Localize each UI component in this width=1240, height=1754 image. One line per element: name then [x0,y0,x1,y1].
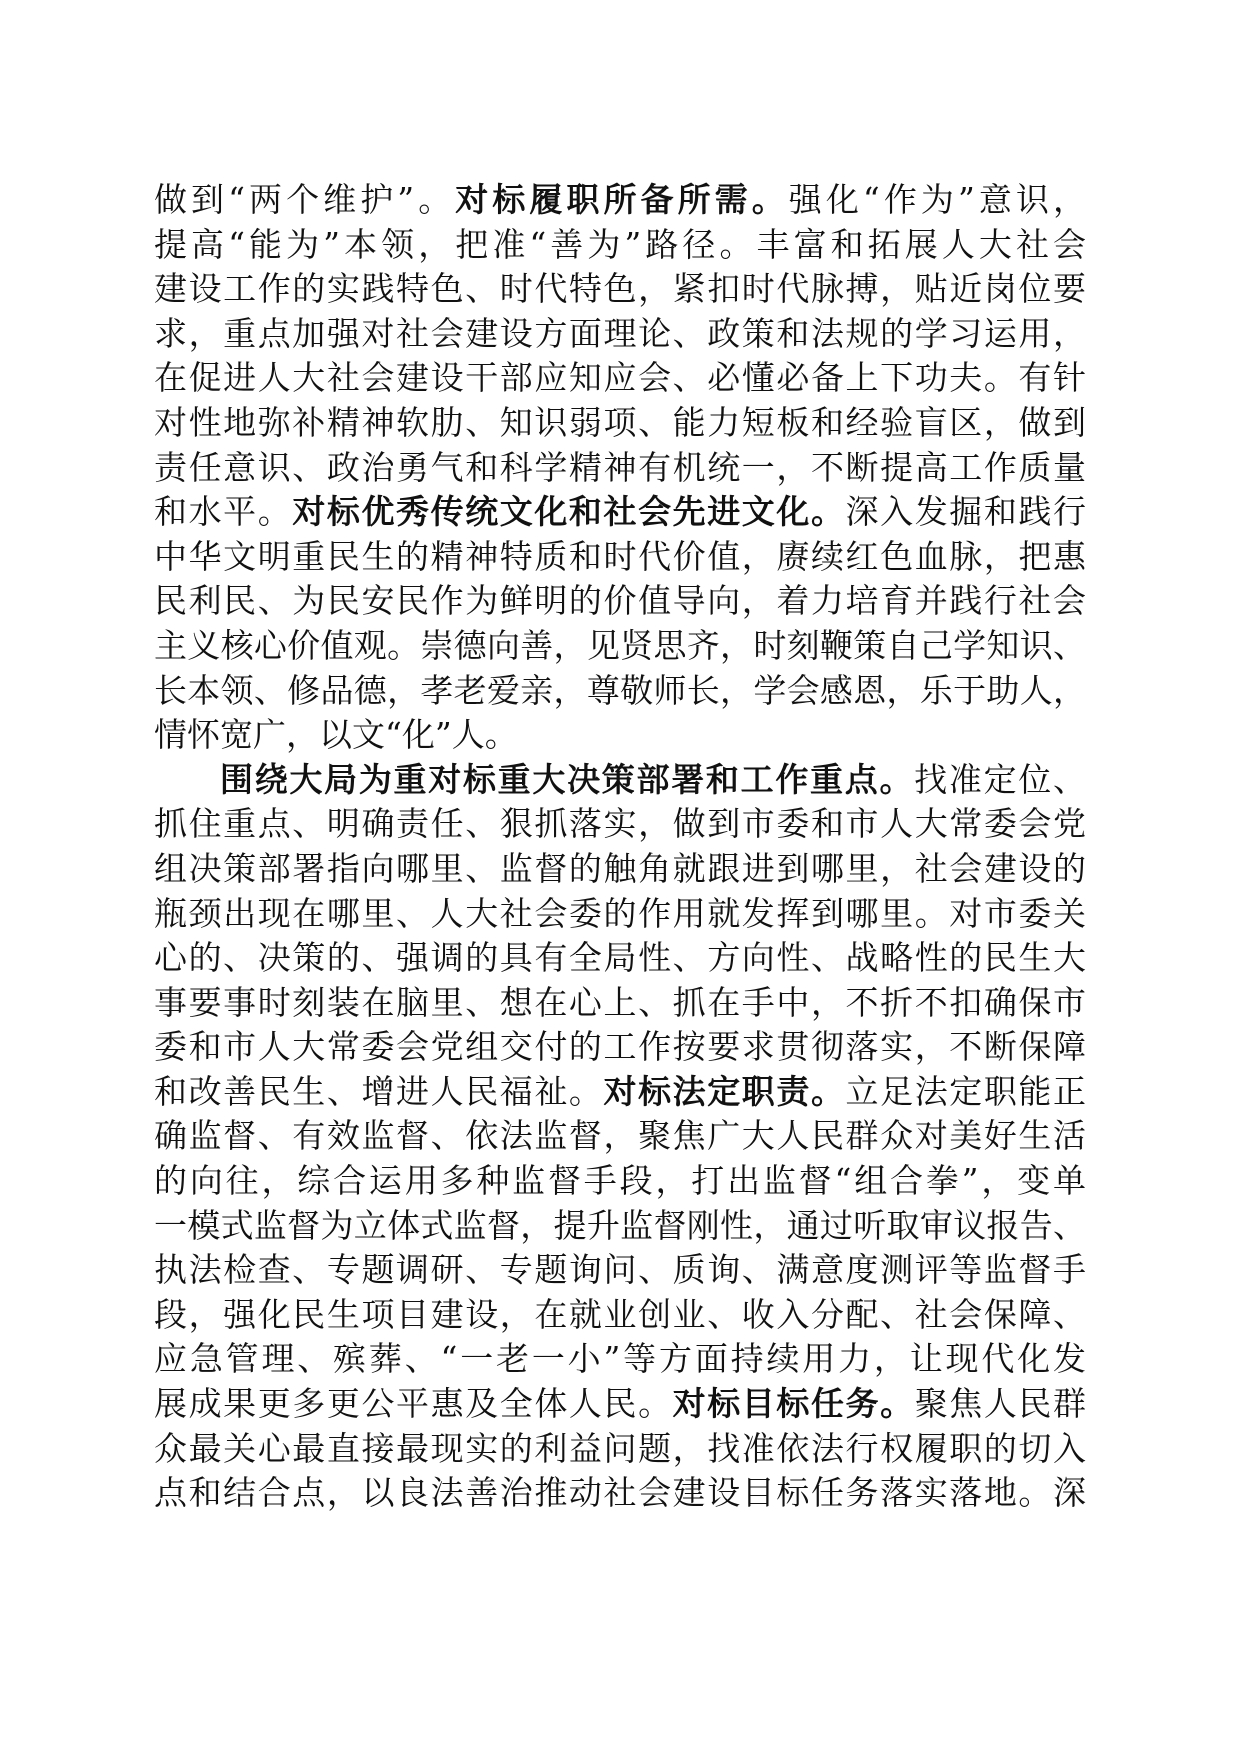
text-line [154,847,1086,892]
body-text: 和水平。 [154,492,293,532]
body-text: 和改善民生、增进人民福祉。 [154,1071,604,1111]
text-line [154,535,1086,580]
text-line [154,1293,1086,1338]
text-line [154,892,1086,937]
text-line [154,446,1086,491]
body-text: 聚焦人民群 [914,1384,1087,1424]
text-line [154,1382,1086,1427]
text-line [154,1159,1086,1204]
text-line [154,223,1086,268]
body-text: 做到“两个维护”。 [154,180,456,219]
body-text: 事要事时刻装在脑里、想在心上、抓在手中，不折不扣确保市 [154,982,1086,1022]
text-line [154,401,1086,446]
bold-heading-text: 对标目标任务。 [672,1384,915,1424]
body-text: 情怀宽广，以文“化”人。 [154,715,518,755]
text-line [154,1204,1086,1249]
bold-heading-text: 对标履职所备所需。 [455,180,789,219]
body-text: 点和结合点，以良法善治推动社会建设目标任务落实落地。深 [154,1473,1086,1513]
body-text: 在促进人大社会建设干部应知应会、必懂必备上下功夫。有针 [154,358,1086,398]
body-text: 一模式监督为立体式监督，提升监督刚性，通过听取审议报告、 [154,1205,1086,1245]
text-line [154,624,1086,669]
paragraph [154,178,1086,758]
body-text: 展成果更多更公平惠及全体人民。 [154,1384,673,1424]
body-text: 责任意识、政治勇气和科学精神有机统一，不断提高工作质量 [154,447,1086,487]
bold-heading-text: 对标法定职责。 [603,1071,846,1111]
body-text: 强化“作为”意识， [788,180,1086,219]
body-text: 对性地弥补精神软肋、知识弱项、能力短板和经验盲区，做到 [154,402,1086,442]
body-text: 抓住重点、明确责任、狠抓落实，做到市委和市人大常委会党 [154,804,1086,844]
document-body [154,178,1086,1516]
body-text: 深入发掘和践行 [845,492,1087,532]
text-line [154,1114,1086,1159]
text-line [154,713,1086,758]
text-line [154,579,1086,624]
body-text: 找准定位、 [914,759,1087,799]
body-text: 众最关心最直接最现实的利益问题，找准依法行权履职的切入 [154,1428,1086,1468]
text-line [154,1248,1086,1293]
text-line [154,1471,1086,1516]
text-line [154,1070,1086,1115]
body-text: 求，重点加强对社会建设方面理论、政策和法规的学习运用， [154,313,1086,353]
body-text: 瓶颈出现在哪里、人大社会委的作用就发挥到哪里。对市委关 [154,893,1086,933]
body-text: 执法检查、专题调研、专题询问、质询、满意度测评等监督手 [154,1250,1086,1290]
text-line [154,490,1086,535]
body-text: 建设工作的实践特色、时代特色，紧扣时代脉搏，贴近岗位要 [154,269,1086,309]
body-text: 应急管理、殡葬、“一老一小”等方面持续用力，让现代化发 [154,1339,1086,1379]
text-line [154,669,1086,714]
text-line [154,981,1086,1026]
bold-heading-text: 围绕大局为重对标重大决策部署和工作重点。 [220,759,915,799]
body-text: 中华文明重民生的精神特质和时代价值，赓续红色血脉，把惠 [154,536,1086,576]
text-line [154,936,1086,981]
paragraph [154,758,1086,1516]
text-line [154,1427,1086,1472]
body-text: 组决策部署指向哪里、监督的触角就跟进到哪里，社会建设的 [154,848,1086,888]
body-text: 心的、决策的、强调的具有全局性、方向性、战略性的民生大 [154,938,1086,978]
body-text: 委和市人大常委会党组交付的工作按要求贯彻落实，不断保障 [154,1027,1086,1067]
text-line [154,356,1086,401]
bold-heading-text: 对标优秀传统文化和社会先进文化。 [292,492,846,532]
body-text: 民利民、为民安民作为鲜明的价值导向，着力培育并践行社会 [154,581,1086,621]
text-line [154,178,1086,223]
body-text: 的向往，综合运用多种监督手段，打出监督“组合拳”，变单 [154,1161,1086,1201]
body-text: 确监督、有效监督、依法监督，聚焦广大人民群众对美好生活 [154,1116,1086,1156]
text-line [154,267,1086,312]
text-line [154,758,1086,803]
body-text: 段，强化民生项目建设，在就业创业、收入分配、社会保障、 [154,1294,1086,1334]
text-line [154,312,1086,357]
body-text: 主义核心价值观。崇德向善，见贤思齐，时刻鞭策自己学知识、 [154,625,1086,665]
text-line [154,802,1086,847]
text-line [154,1025,1086,1070]
body-text: 提高“能为”本领，把准“善为”路径。丰富和拓展人大社会 [154,224,1086,264]
text-line [154,1337,1086,1382]
body-text: 长本领、修品德，孝老爱亲，尊敬师长，学会感恩，乐于助人， [154,670,1086,710]
body-text: 立足法定职能正 [845,1071,1087,1111]
